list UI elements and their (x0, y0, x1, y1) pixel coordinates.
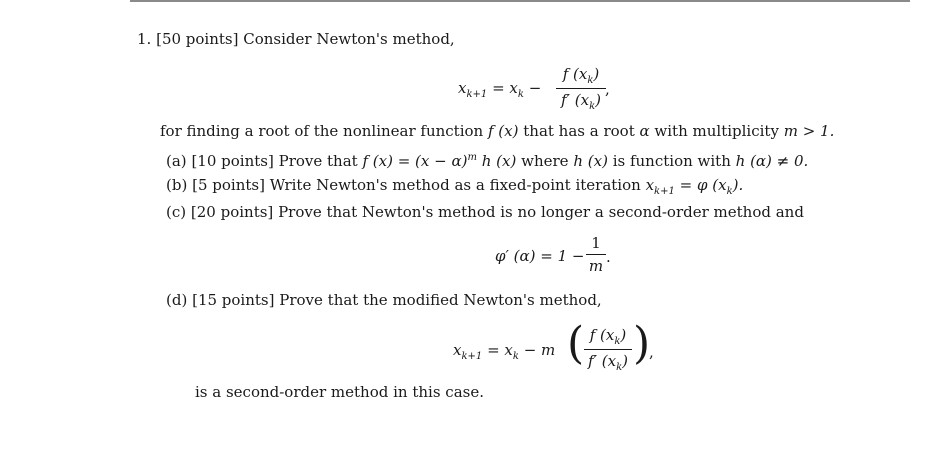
eq3-minus-m: − m (523, 341, 556, 359)
part-a-expr2: h (x) (573, 152, 608, 170)
closing-text: is a second-order method in this case. (195, 383, 484, 401)
eq3-lhs (453, 341, 555, 366)
eq3-left-paren: ( (567, 318, 585, 369)
eq1-fraction (556, 65, 606, 112)
eq3-numerator: f $(x_k)$ (589, 326, 627, 347)
finding-pre: for finding a root of the nonlinear function (160, 122, 484, 140)
part-a-text1: Prove that (278, 152, 358, 170)
part-d-points: [15 points] (192, 291, 275, 309)
finding-line (160, 122, 834, 140)
eq1-denominator: f′ $(x_k)$ (561, 91, 601, 112)
part-d (166, 291, 602, 309)
part-a-text3: is function with (612, 152, 731, 170)
problem-heading (137, 30, 455, 48)
eq3-fraction (584, 326, 632, 373)
part-b-phi: = φ (x (679, 176, 727, 194)
part-b-sub: k+1 (654, 186, 675, 197)
eq3-equals: = x (487, 341, 513, 359)
finding-fx: f (x) (487, 122, 519, 140)
finding-alpha: α (639, 122, 650, 140)
problem-points: [50 points] (156, 30, 239, 48)
eq1-comma: , (605, 80, 610, 98)
finding-mult: with multiplicity (654, 122, 779, 140)
part-b-x: x (645, 176, 655, 194)
part-d-text: Prove that the modified Newton's method, (279, 291, 602, 309)
eq3-right-paren: ) (633, 318, 651, 369)
problem-intro: Consider Newton's method, (243, 30, 455, 48)
top-rule (130, 0, 910, 2)
eq3-comma: , (649, 343, 654, 361)
finding-mid: that has a root (523, 122, 635, 140)
part-d-label: (d) (166, 291, 188, 309)
eq3-sub: k+1 (461, 351, 483, 362)
part-b-text: Write Newton's method as a fixed-point iteration (269, 176, 641, 194)
eq1-fraction-bar (556, 88, 606, 89)
eq3-sub2: k (512, 351, 519, 362)
eq2-fraction (586, 234, 606, 275)
eq1-minus: − (528, 79, 542, 97)
part-a-expr1-tail: h (x) (481, 152, 517, 170)
part-c-label: (c) (166, 203, 187, 221)
eq1-lhs (458, 79, 541, 104)
part-c-points: [20 points] (190, 203, 274, 221)
eq1-equals: = x (492, 79, 518, 97)
part-b-points: [5 points] (192, 176, 265, 194)
eq2-period: . (606, 248, 611, 266)
part-a-expr3: h (α) ≠ 0. (735, 152, 809, 170)
part-a-label: (a) (166, 152, 187, 170)
problem-number: 1. (137, 30, 152, 48)
part-a-expr1: f (x) = (x − α) (362, 152, 468, 170)
part-b (166, 176, 743, 201)
part-a-exponent: m (467, 152, 477, 163)
part-a (166, 149, 808, 170)
eq1-sub2: k (517, 89, 524, 100)
eq2-fraction-bar (586, 254, 606, 255)
eq1-sub: k+1 (466, 89, 488, 100)
eq2-lhs: φ′ (α) = 1 − (495, 247, 585, 265)
eq3-fraction-bar (584, 349, 632, 350)
finding-cond: m > 1. (783, 122, 835, 140)
eq1-numerator: f $(x_k)$ (562, 65, 600, 86)
part-b-end: ). (732, 176, 744, 194)
eq2-numerator: 1 (591, 234, 601, 252)
eq3-denominator: f′ $(x_k)$ (588, 352, 628, 373)
part-b-label: (b) (166, 176, 188, 194)
part-c-text: Prove that Newton's method is no longer a second-order method and (278, 203, 804, 221)
part-b-sub2: k (726, 186, 733, 197)
part-c (166, 203, 804, 221)
part-a-text2: where (521, 152, 569, 170)
eq2-denominator: m (588, 257, 604, 275)
eq3-x: x (453, 341, 462, 359)
part-a-points: [10 points] (191, 152, 274, 170)
eq1-x: x (458, 79, 467, 97)
